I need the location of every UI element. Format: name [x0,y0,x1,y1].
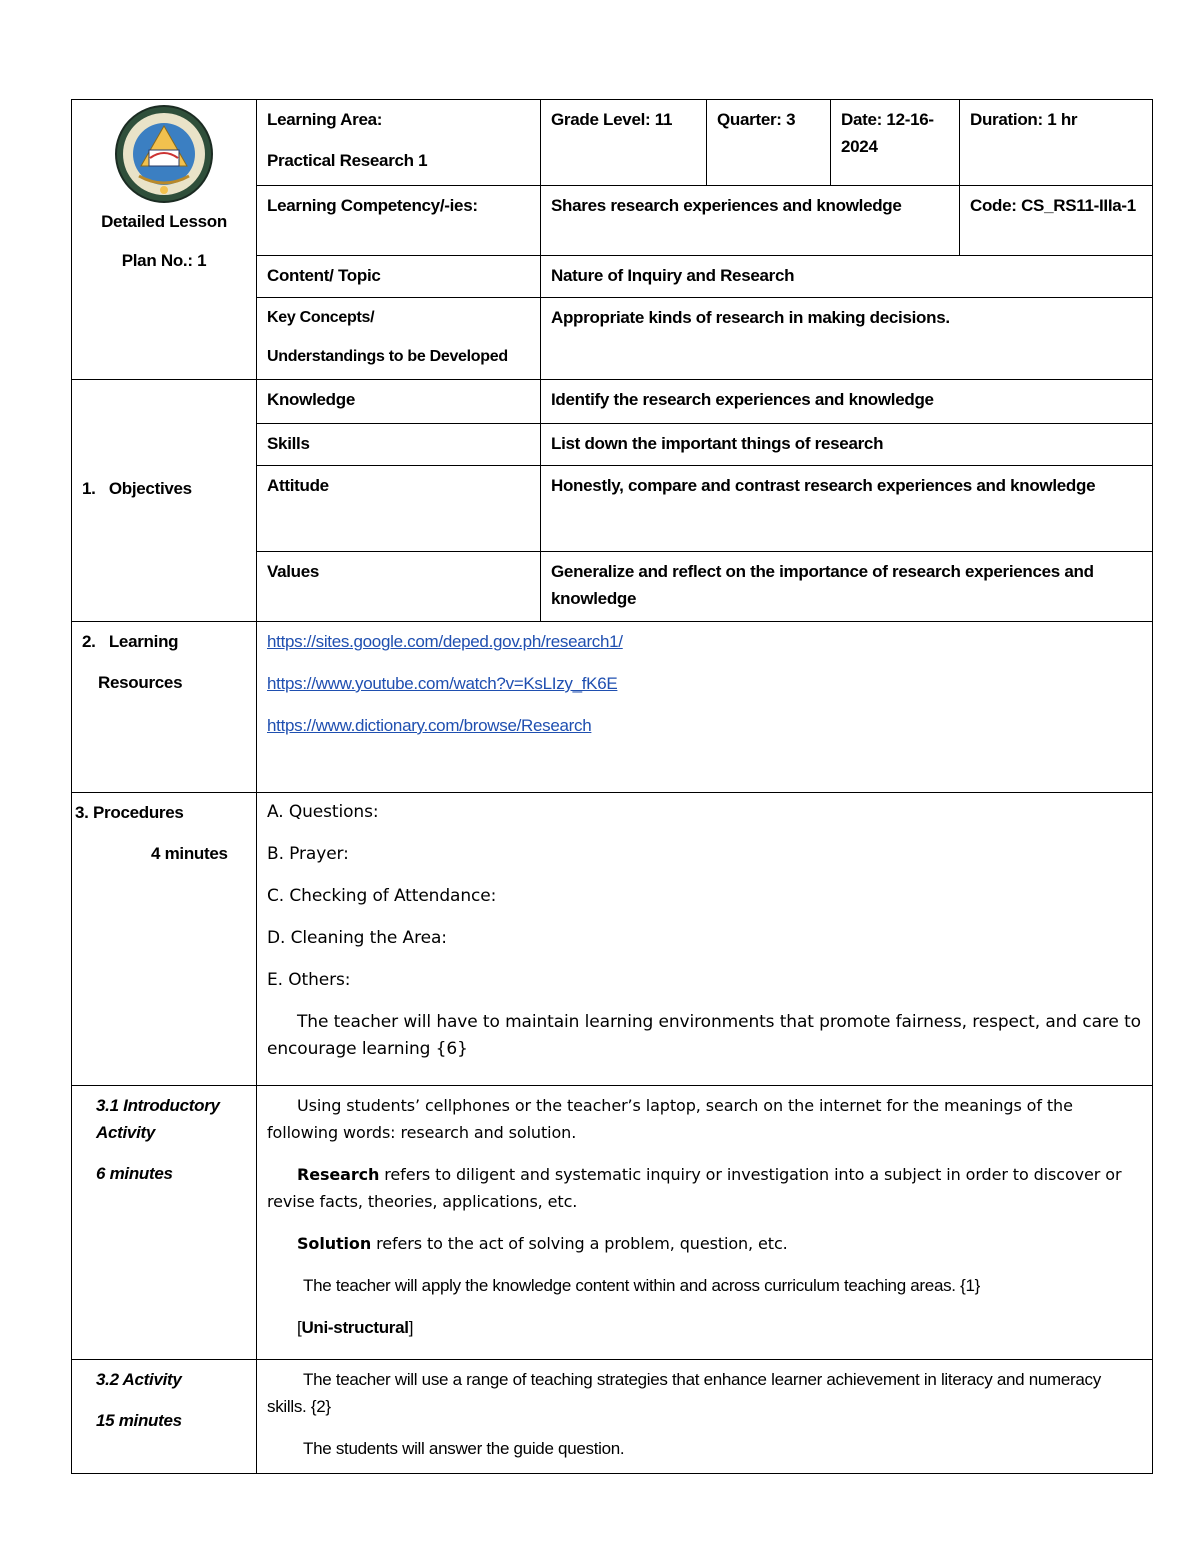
structure-tag-text: Uni-structural [301,1318,409,1337]
activity-teacher-note: The teacher will use a range of teaching strategies that enhance learner achievement in literacy and numeracy skills. {2} [267,1370,1101,1416]
procedures-title-cell [72,793,257,1086]
competency-label: Learning Competency/-ies: [257,186,541,256]
objective-value-attitude: Honestly, compare and contrast research experiences and knowledge [541,466,1153,552]
solution-definition [267,1230,1142,1257]
learning-area-label: Learning Area: [267,110,383,129]
research-definition-text: refers to diligent and systematic inquiry or investigation into a subject in order to discover or revise facts, theories, applications, etc. [267,1165,1122,1211]
resource-link-deped[interactable]: https://sites.google.com/deped.gov.ph/research1/ [267,632,623,651]
grade-level: Grade Level: 11 [541,100,707,186]
activity-time: 15 minutes [96,1411,182,1430]
research-definition [267,1161,1142,1215]
activity-student-note: The students will answer the guide question. [303,1439,625,1458]
procedure-item-attendance: C. Checking of Attendance: [267,886,497,906]
objective-value-skills: List down the important things of research [541,424,1153,466]
procedure-item-cleaning: D. Cleaning the Area: [267,928,447,948]
logo-cell [72,100,257,380]
procedures-time: 4 minutes [151,844,228,863]
activity-title: 3.2 Activity [96,1370,182,1389]
resources-title-line1: 2. Learning [82,632,179,651]
objectives-title-text: 1. Objectives [82,479,192,498]
activity-content [257,1360,1153,1474]
content-topic-value: Nature of Inquiry and Research [541,256,1153,298]
content-topic-label: Content/ Topic [257,256,541,298]
procedures-content [257,793,1153,1086]
objective-label-attitude: Attitude [257,466,541,552]
objective-label-skills: Skills [257,424,541,466]
key-concepts-label-cell [257,298,541,380]
objective-value-knowledge: Identify the research experiences and knowledge [541,380,1153,424]
intro-activity-title: 3.1 Introductory Activity [96,1096,220,1142]
objective-value-values: Generalize and reflect on the importance of research experiences and knowledge [541,552,1153,622]
resources-title-cell [72,622,257,793]
objective-label-values: Values [257,552,541,622]
research-term: Research [297,1165,380,1184]
understandings-label: Understandings to be Developed [267,348,508,365]
school-seal-logo [109,104,219,204]
procedure-note: The teacher will have to maintain learning environments that promote fairness, respect, and care to encourage learning {6} [267,1012,1141,1059]
key-concepts-value: Appropriate kinds of research in making decisions. [541,298,1153,380]
intro-activity-instructions: Using students’ cellphones or the teacher’s laptop, search on the internet for the meanings of the following words: research and solution. [267,1096,1073,1142]
key-concepts-label: Key Concepts/ [267,309,375,326]
objectives-title [72,380,257,622]
solution-definition-text: refers to the act of solving a problem, question, etc. [371,1234,788,1253]
learning-area-value: Practical Research 1 [267,151,428,170]
duration: Duration: 1 hr [960,100,1153,186]
objective-label-knowledge: Knowledge [257,380,541,424]
procedure-item-prayer: B. Prayer: [267,844,349,864]
quarter: Quarter: 3 [707,100,831,186]
procedures-title: 3. Procedures [75,803,184,822]
plan-number: Plan No.: 1 [121,251,207,270]
competency-code: Code: CS_RS11-IIIa-1 [960,186,1153,256]
lesson-plan-table [71,99,1153,1474]
resource-link-dictionary[interactable]: https://www.dictionary.com/browse/Research [267,716,592,735]
resources-links-cell [257,622,1153,793]
resources-title-line2: Resources [98,673,183,692]
competency-value: Shares research experiences and knowledge [541,186,960,256]
activity-title-cell [72,1360,257,1474]
lesson-label: Detailed Lesson [101,212,227,231]
structure-tag-close: ] [408,1318,414,1337]
learning-area-cell [257,100,541,186]
intro-activity-time: 6 minutes [96,1164,173,1183]
date: Date: 12-16-2024 [831,100,960,186]
intro-activity-teacher-note: The teacher will apply the knowledge content within and across curriculum teaching areas. {1} [303,1276,981,1295]
structure-tag [267,1314,1142,1341]
resource-link-youtube[interactable]: https://www.youtube.com/watch?v=KsLIzy_fK6E [267,674,618,693]
intro-activity-content [257,1086,1153,1360]
structure-tag-open: [ [297,1318,302,1337]
procedure-item-others: E. Others: [267,970,351,990]
intro-activity-title-cell [72,1086,257,1360]
procedure-item-questions: A. Questions: [267,802,379,822]
solution-term: Solution [297,1234,372,1253]
